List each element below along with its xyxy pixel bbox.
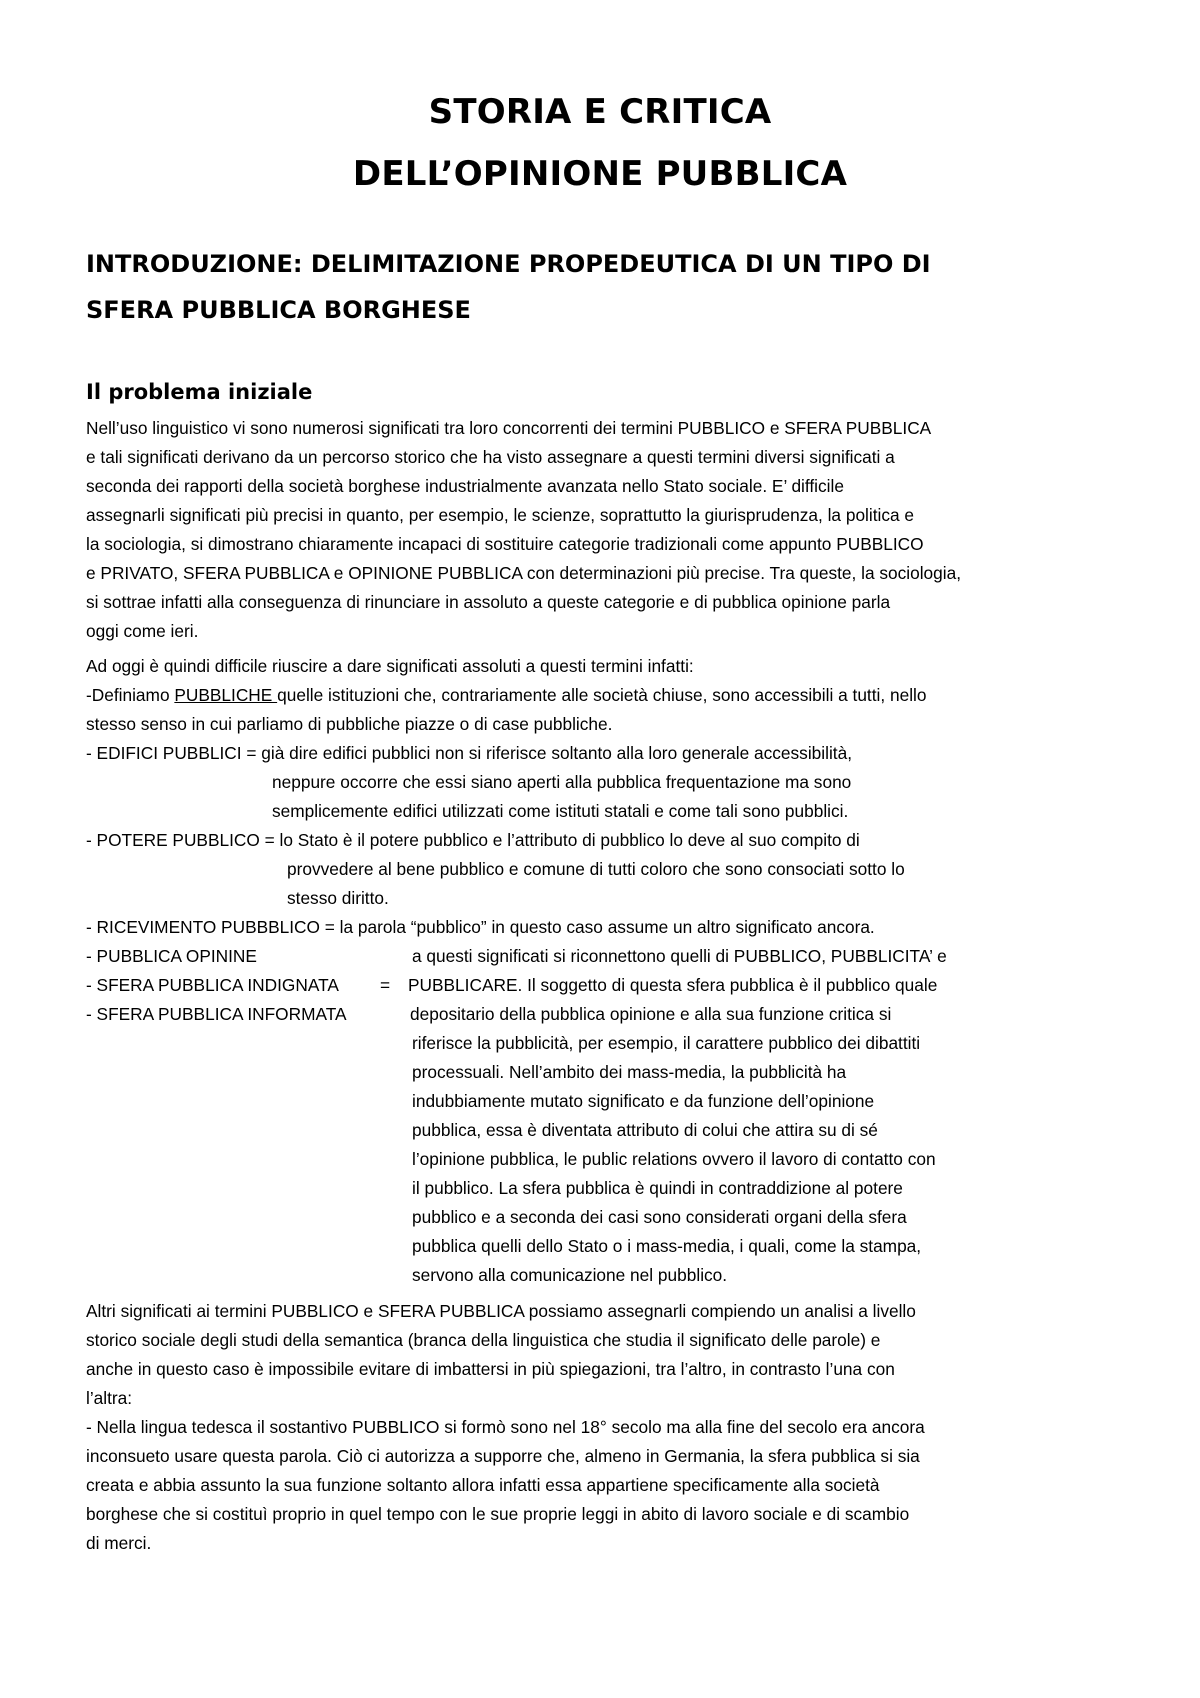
paragraph-line: si sottrae infatti alla conseguenza di rinunciare in assoluto a queste categorie e di pubblica opinione parla	[86, 592, 891, 612]
term-sfera-pubblica-informata: - SFERA PUBBLICA INFORMATA	[86, 1004, 347, 1024]
definition-potere-pubblico: - POTERE PUBBLICO = lo Stato è il potere pubblico e l’attributo di pubblico lo deve al suo compito di	[86, 830, 860, 850]
equals-sign: =	[380, 975, 391, 995]
paragraph-line: creata e abbia assunto la sua funzione soltanto allora infatti essa appartiene specificamente alla società	[86, 1475, 880, 1495]
description-line: pubblico e a seconda dei casi sono considerati organi della sfera	[412, 1207, 907, 1227]
definition-continuation: stesso diritto.	[287, 888, 389, 908]
paragraph-line: storico sociale degli studi della semantica (branca della linguistica che studia il significato delle parole) e	[86, 1330, 881, 1350]
description-line: pubblica, essa è diventata attributo di colui che attira su di sé	[412, 1120, 878, 1140]
paragraph-line: Altri significati ai termini PUBBLICO e SFERA PUBBLICA possiamo assegnarli compiendo un analisi a livello	[86, 1301, 916, 1321]
paragraph-line: oggi come ieri.	[86, 621, 199, 641]
definition-continuation: provvedere al bene pubblico e comune di tutti coloro che sono consociati sotto lo	[287, 859, 905, 879]
description-line: riferisce la pubblicità, per esempio, il carattere pubblico dei dibattiti	[412, 1033, 921, 1053]
definition-continuation: semplicemente edifici utilizzati come istituti statali e come tali sono pubblici.	[272, 801, 849, 821]
description-line: pubblica quelli dello Stato o i mass-media, i quali, come la stampa,	[412, 1236, 922, 1256]
description-line: depositario della pubblica opinione e alla sua funzione critica si	[410, 1004, 892, 1024]
definition-text: quelle istituzioni che, contrariamente alle società chiuse, sono accessibili a tutti, nello	[277, 685, 927, 705]
description-line: l’opinione pubblica, le public relations ovvero il lavoro di contatto con	[412, 1149, 936, 1169]
document-title-line-1: STORIA E CRITICA	[428, 92, 772, 132]
paragraph-line: assegnarli significati più precisi in quanto, per esempio, le scienze, soprattutto la giurisprudenza, la politica e	[86, 505, 915, 525]
term-pubblica-opinione: - PUBBLICA OPININE	[86, 946, 257, 966]
description-line: processuali. Nell’ambito dei mass-media, la pubblicità ha	[412, 1062, 847, 1082]
paragraph-line: - Nella lingua tedesca il sostantivo PUBBLICO si formò sono nel 18° secolo ma alla fine del secolo era ancora	[86, 1417, 925, 1437]
intro-heading-line-1: INTRODUZIONE: DELIMITAZIONE PROPEDEUTICA DI UN TIPO DI	[86, 250, 931, 278]
term-sfera-pubblica-indignata: - SFERA PUBBLICA INDIGNATA	[86, 975, 339, 995]
definition-pubbliche-line-2: stesso senso in cui parliamo di pubbliche piazze o di case pubbliche.	[86, 714, 613, 734]
underlined-term: PUBBLICHE	[174, 685, 278, 705]
paragraph-line: seconda dei rapporti della società borghese industrialmente avanzata nello Stato sociale. E’ difficile	[86, 476, 844, 496]
definition-continuation: neppure occorre che essi siano aperti alla pubblica frequentazione ma sono	[272, 772, 852, 792]
section-heading: Il problema iniziale	[86, 380, 313, 404]
description-line: PUBBLICARE. Il soggetto di questa sfera pubblica è il pubblico quale	[408, 975, 938, 995]
description-line: a questi significati si riconnettono quelli di PUBBLICO, PUBBLICITA’ e	[412, 946, 947, 966]
paragraph-2: Ad oggi è quindi difficile riuscire a dare significati assoluti a questi termini infatti:	[86, 656, 694, 676]
paragraph-line: e tali significati derivano da un percorso storico che ha visto assegnare a questi termini diversi significati a	[86, 447, 895, 467]
paragraph-line: la sociologia, si dimostrano chiaramente incapaci di sostituire categorie tradizionali come appunto PUBBLICO	[86, 534, 924, 554]
intro-heading-line-2: SFERA PUBBLICA BORGHESE	[86, 296, 471, 324]
description-line: indubbiamente mutato significato e da funzione dell’opinione	[412, 1091, 875, 1111]
paragraph-line: inconsueto usare questa parola. Ciò ci autorizza a supporre che, almeno in Germania, la sfera pubblica si sia	[86, 1446, 920, 1466]
paragraph-line: di merci.	[86, 1533, 152, 1553]
definition-pubbliche	[86, 684, 926, 706]
document-title-line-2: DELL’OPINIONE PUBBLICA	[352, 154, 848, 194]
paragraph-line: l’altra:	[86, 1388, 133, 1408]
paragraph-line: borghese che si costituì proprio in quel tempo con le sue proprie leggi in abito di lavoro sociale e di scambio	[86, 1504, 910, 1524]
paragraph-line: e PRIVATO, SFERA PUBBLICA e OPINIONE PUBBLICA con determinazioni più precise. Tra queste, la sociologia,	[86, 563, 962, 583]
definition-ricevimento-pubblico: - RICEVIMENTO PUBBBLICO = la parola “pubblico” in questo caso assume un altro significato ancora.	[86, 917, 875, 937]
description-line: il pubblico. La sfera pubblica è quindi in contraddizione al potere	[412, 1178, 903, 1198]
description-line: servono alla comunicazione nel pubblico.	[412, 1265, 728, 1285]
definition-prefix: -Definiamo	[86, 685, 175, 705]
definition-edifici-pubblici: - EDIFICI PUBBLICI = già dire edifici pubblici non si riferisce soltanto alla loro generale accessibilità,	[86, 743, 853, 763]
paragraph-line: Nell’uso linguistico vi sono numerosi significati tra loro concorrenti dei termini PUBBLICO e SFERA PUBBLICA	[86, 418, 932, 438]
paragraph-line: anche in questo caso è impossibile evitare di imbattersi in più spiegazioni, tra l’altro, in contrasto l’una con	[86, 1359, 895, 1379]
